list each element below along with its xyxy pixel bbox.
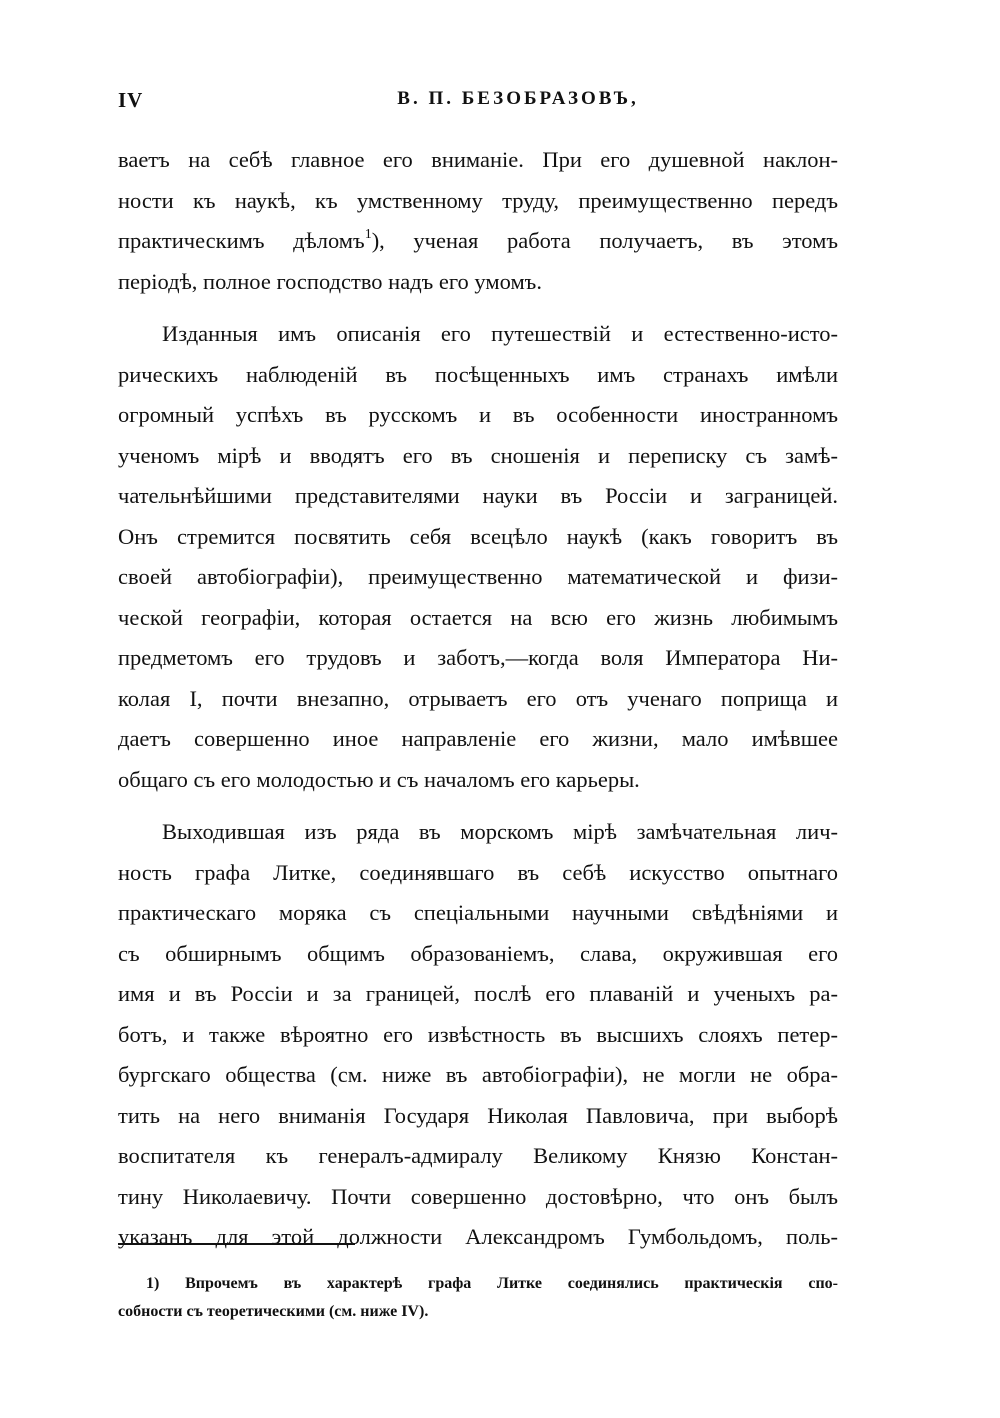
text-line-with-footnote bbox=[118, 221, 838, 262]
footnote-ref: 1 bbox=[364, 226, 372, 242]
text-line: огромный успѣхъ въ русскомъ и въ особенности иностранномъ bbox=[118, 402, 838, 427]
text-line: съ обширнымъ общимъ образованіемъ, слава, окружившая его bbox=[118, 940, 838, 966]
text-line: ваетъ на себѣ главное его вниманіе. При его душевной наклон- bbox=[118, 147, 838, 172]
text-line: воспитателя къ генералъ-адмиралу Великому Князю Констан- bbox=[118, 1143, 838, 1168]
footnote-divider bbox=[118, 1243, 355, 1245]
text-line: ученомъ мірѣ и вводятъ его въ сношенія и переписку съ замѣ- bbox=[118, 442, 838, 468]
running-title: В. П. БЕЗОБРАЗОВЪ, bbox=[397, 88, 639, 109]
text-line: ботъ, и также вѣроятно его извѣстность въ высшихъ слояхъ петер- bbox=[118, 1021, 838, 1047]
text-line: указанъ для этой должности Александромъ Гумбольдомъ, поль- bbox=[118, 1224, 838, 1249]
text-line: ческой географіи, которая остается на всю его жизнь любимымъ bbox=[118, 604, 838, 630]
text-line: Выходившая изъ ряда въ морскомъ мірѣ замѣчательная лич- bbox=[162, 819, 838, 844]
footnote-line: собности съ теоретическими (см. ниже IV). bbox=[118, 1303, 429, 1320]
text-line: тину Николаевичу. Почти совершенно достовѣрно, что онъ былъ bbox=[118, 1183, 838, 1209]
page-number: IV bbox=[118, 88, 144, 112]
text-line: практическаго моряка съ спеціальными научными свѣдѣніями и bbox=[118, 900, 838, 925]
paragraph-gap bbox=[118, 800, 838, 812]
text-fragment: практическимъ дѣломъ bbox=[118, 228, 365, 253]
text-line: колая I, почти внезапно, отрываетъ его отъ ученаго поприща и bbox=[118, 685, 838, 711]
text-line: чательнѣйшими представителями науки въ Россіи и заграницей. bbox=[118, 483, 838, 508]
text-line: рическихъ наблюденій въ посѣщенныхъ имъ странахъ имѣли bbox=[118, 361, 838, 387]
text-line: бургскаго общества (см. ниже въ автобіографіи), не могли не обра- bbox=[118, 1062, 838, 1087]
text-fragment: ), ученая работа получаетъ, въ этомъ bbox=[371, 228, 838, 253]
text-line: общаго съ его молодостью и съ началомъ его карьеры. bbox=[118, 766, 640, 792]
text-line: имя и въ Россіи и за границей, послѣ его плаваній и ученыхъ ра- bbox=[118, 981, 838, 1006]
page-header bbox=[118, 88, 838, 118]
text-line: даетъ совершенно иное направленіе его жизни, мало имѣвшее bbox=[118, 726, 838, 751]
text-line: Изданныя имъ описанія его путешествій и естественно-исто- bbox=[162, 321, 838, 346]
text-line: предметомъ его трудовъ и заботъ,—когда воля Императора Ни- bbox=[118, 645, 838, 670]
body-text bbox=[118, 140, 838, 1258]
text-line: своей автобіографіи), преимущественно математической и физи- bbox=[118, 564, 838, 589]
text-line: ность графа Литке, соединявшаго въ себѣ искусство опытнаго bbox=[118, 859, 838, 885]
footnote-line: 1) Впрочемъ въ характерѣ графа Литке соединялись практическія спо- bbox=[146, 1275, 838, 1292]
text-line: Онъ стремится посвятить себя всецѣло наукѣ (какъ говоритъ въ bbox=[118, 523, 838, 549]
text-line: періодѣ, полное господство надъ его умомъ. bbox=[118, 268, 542, 294]
footnotes bbox=[118, 1270, 838, 1326]
text-line: ности къ наукѣ, къ умственному труду, преимущественно передъ bbox=[118, 187, 838, 213]
paragraph-gap bbox=[118, 302, 838, 314]
text-line: тить на него вниманія Государя Николая Павловича, при выборѣ bbox=[118, 1102, 838, 1128]
